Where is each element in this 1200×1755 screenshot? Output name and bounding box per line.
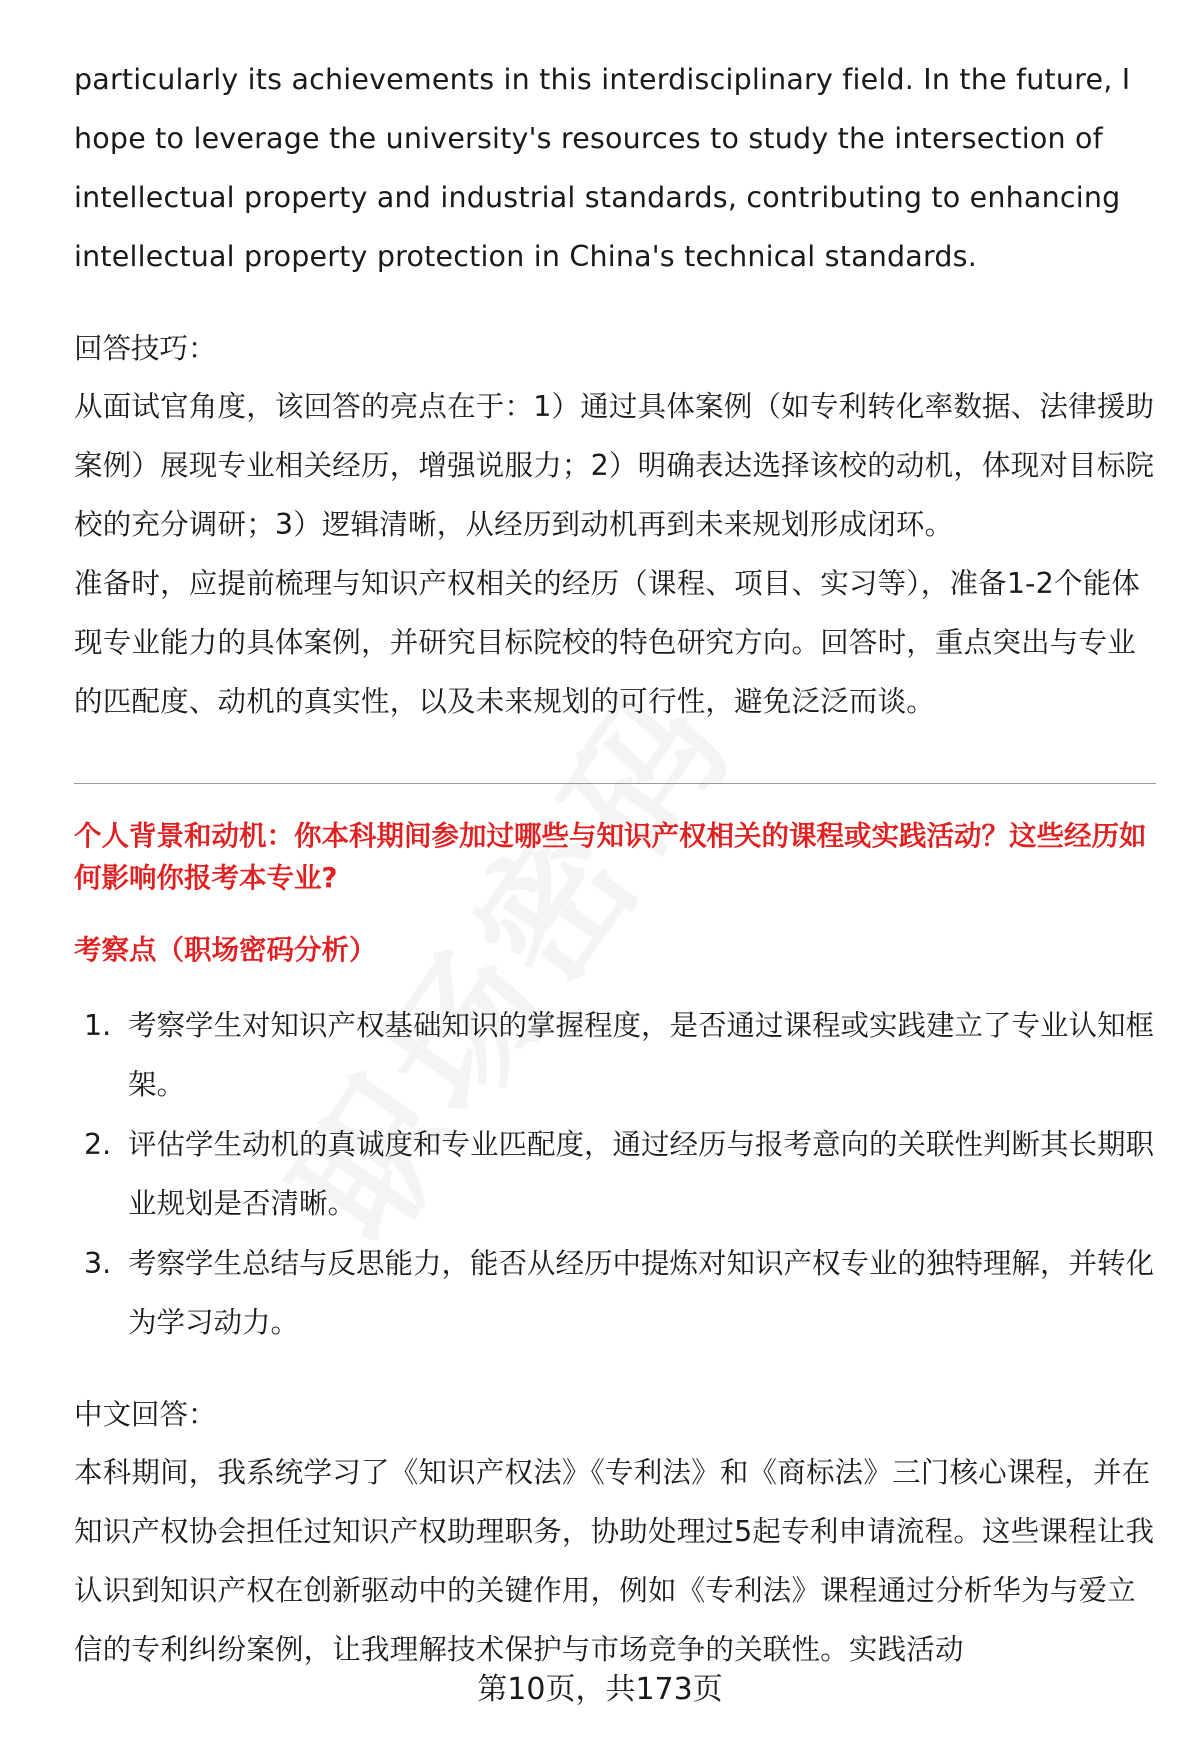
assessment-item bbox=[74, 996, 1156, 1114]
tips-body bbox=[74, 377, 1156, 731]
question-heading: 个人背景和动机：你本科期间参加过哪些与知识产权相关的课程或实践活动？这些经历如何影响你报考本专业? bbox=[74, 820, 1147, 894]
english-answer-paragraph: particularly its achievements in this interdisciplinary field. In the future, I hope to leverage the university's resources to study the intersection of intellectual property and industrial standards, contributing to enhancing intellectual property protection in China's technical standards. bbox=[74, 63, 1131, 273]
assessment-item-text: 考察学生总结与反思能力，能否从经历中提炼对知识产权专业的独特理解，并转化为学习动力。 bbox=[128, 1247, 1155, 1339]
list-number: 2. bbox=[84, 1128, 112, 1161]
list-number: 3. bbox=[84, 1247, 112, 1280]
assessment-item-text: 考察学生对知识产权基础知识的掌握程度，是否通过课程或实践建立了专业认知框架。 bbox=[128, 1009, 1155, 1101]
list-number: 1. bbox=[84, 1009, 112, 1042]
assessment-item bbox=[74, 1115, 1156, 1233]
section-divider bbox=[74, 783, 1156, 784]
tips-label: 回答技巧： bbox=[74, 332, 217, 365]
assessment-item bbox=[74, 1234, 1156, 1352]
assessment-list bbox=[74, 996, 1156, 1353]
assessment-item-text: 评估学生动机的真诚度和专业匹配度，通过经历与报考意向的关联性判断其长期职业规划是否清晰。 bbox=[128, 1128, 1155, 1220]
chinese-answer-label: 中文回答： bbox=[74, 1398, 217, 1431]
page-number: 第10页，共173页 bbox=[477, 1672, 723, 1707]
tips-paragraph-1: 从面试官角度，该回答的亮点在于：1）通过具体案例（如专利转化率数据、法律援助案例）展现专业相关经历，增强说服力；2）明确表达选择该校的动机，体现对目标院校的充分调研；3）逻辑清晰，从经历到动机再到未来规划形成闭环。 bbox=[74, 390, 1155, 541]
assessment-title: 考察点（职场密码分析） bbox=[74, 934, 377, 966]
chinese-answer-paragraph: 本科期间，我系统学习了《知识产权法》《专利法》和《商标法》三门核心课程，并在知识产权协会担任过知识产权助理职务，协助处理过5起专利申请流程。这些课程让我认识到知识产权在创新驱动中的关键作用，例如《专利法》课程通过分析华为与爱立信的专利纠纷案例，让我理解技术保护与市场竞争的关联性。实践活动 bbox=[74, 1456, 1155, 1666]
tips-paragraph-2: 准备时，应提前梳理与知识产权相关的经历（课程、项目、实习等），准备1-2个能体现专业能力的具体案例，并研究目标院校的特色研究方向。回答时，重点突出与专业的匹配度、动机的真实性，以及未来规划的可行性，避免泛泛而谈。 bbox=[74, 567, 1141, 718]
